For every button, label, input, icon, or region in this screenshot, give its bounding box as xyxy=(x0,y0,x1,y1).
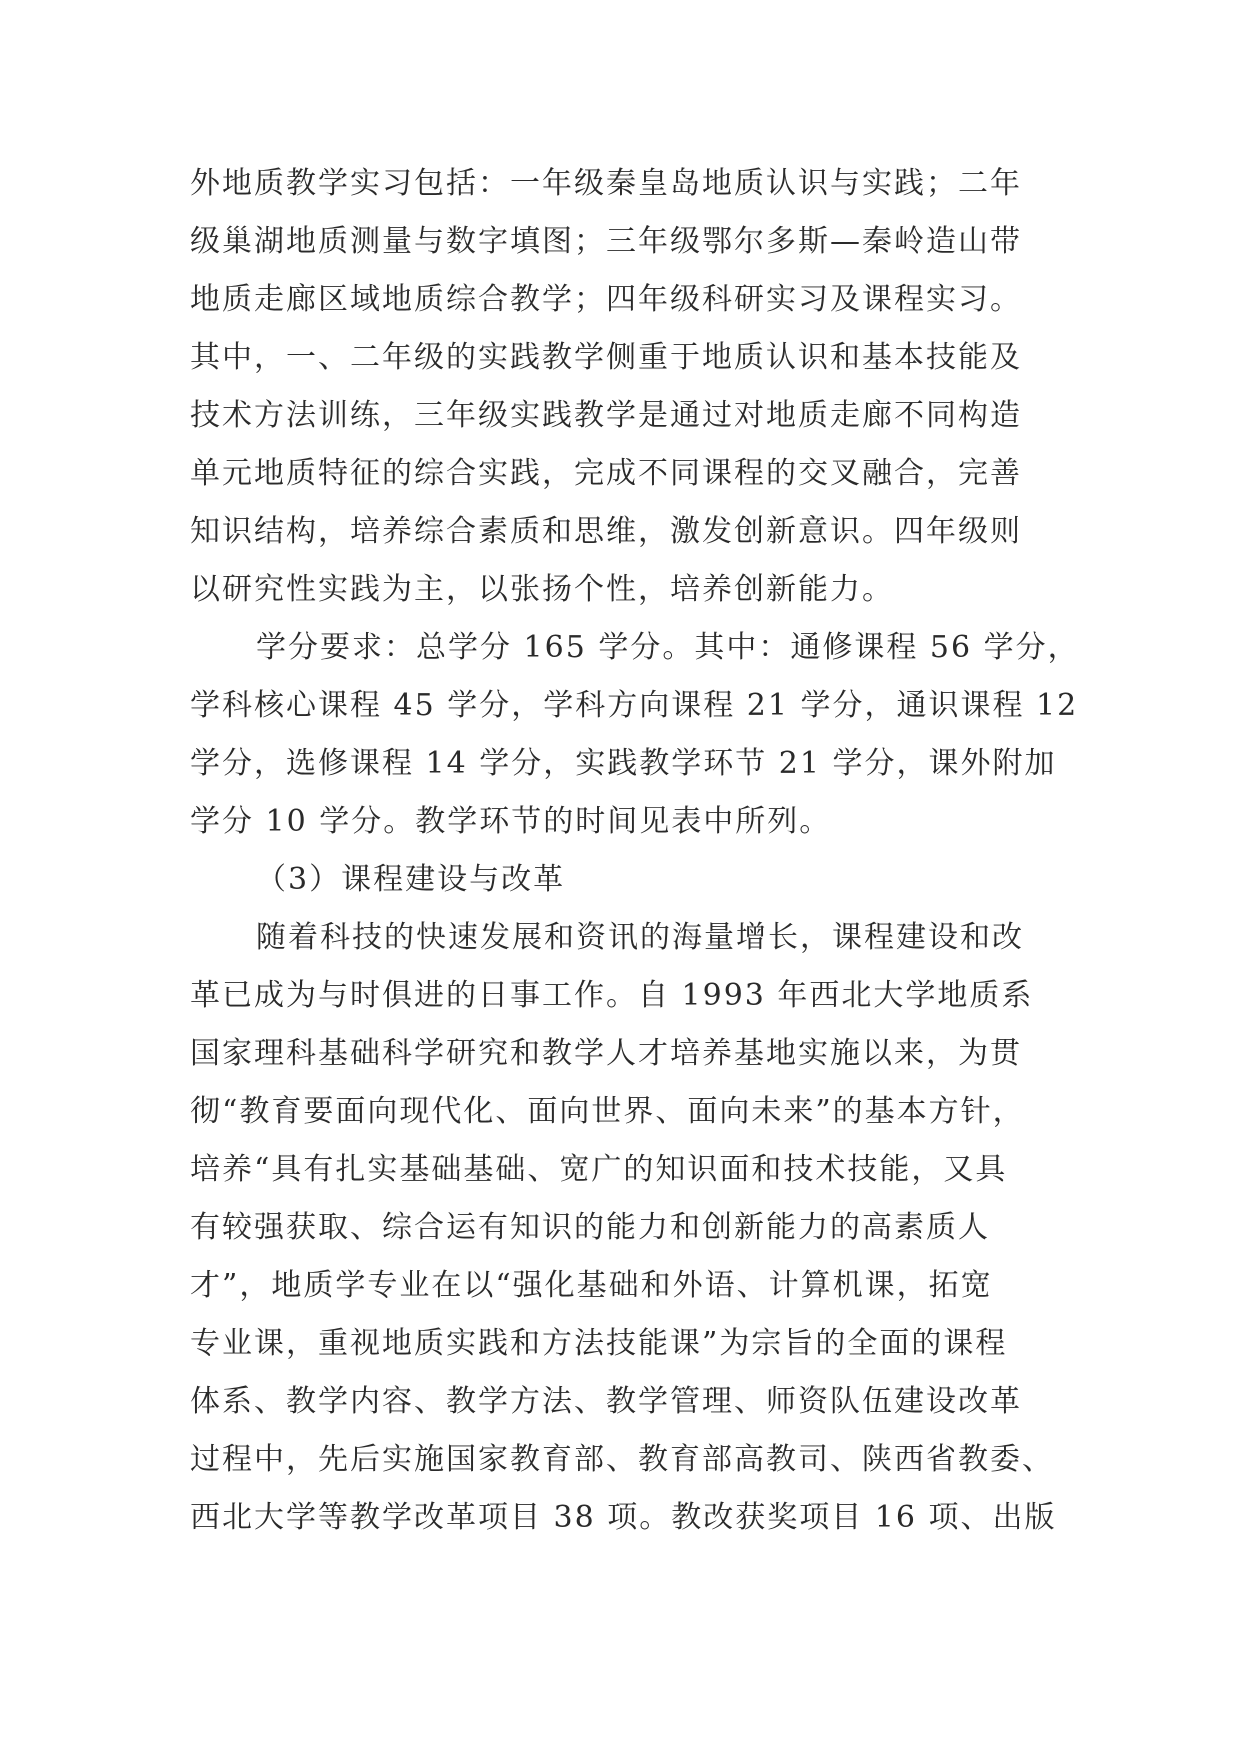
text-line: 有较强获取、综合运有知识的能力和创新能力的高素质人 xyxy=(190,1210,990,1245)
text-line: 知识结构，培养综合素质和思维，激发创新意识。四年级则 xyxy=(190,514,1022,549)
text-line: 外地质教学实习包括：一年级秦皇岛地质认识与实践；二年 xyxy=(190,166,1022,201)
text-line: 过程中，先后实施国家教育部、教育部高教司、陕西省教委、 xyxy=(190,1442,1054,1477)
text-line: 学科核心课程 45 学分，学科方向课程 21 学分，通识课程 12 xyxy=(190,688,1079,723)
text-line: 级巢湖地质测量与数字填图；三年级鄂尔多斯—秦岭造山带 xyxy=(190,224,1022,259)
text-line: 才”，地质学专业在以“强化基础和外语、计算机课，拓宽 xyxy=(190,1268,993,1303)
text-line: 革已成为与时俱进的日事工作。自 1993 年西北大学地质系 xyxy=(190,978,1034,1013)
text-line: 随着科技的快速发展和资讯的海量增长，课程建设和改 xyxy=(256,920,1024,955)
section-heading: （3）课程建设与改革 xyxy=(256,862,566,897)
text-line: 培养“具有扎实基础基础、宽广的知识面和技术技能，又具 xyxy=(190,1152,1008,1187)
text-line: 体系、教学内容、教学方法、教学管理、师资队伍建设改革 xyxy=(190,1384,1022,1419)
text-line: 专业课，重视地质实践和方法技能课”为宗旨的全面的课程 xyxy=(190,1326,1008,1361)
text-line: 其中，一、二年级的实践教学侧重于地质认识和基本技能及 xyxy=(190,340,1022,375)
text-line: 学分 10 学分。教学环节的时间见表中所列。 xyxy=(190,804,832,839)
text-line: 地质走廊区域地质综合教学；四年级科研实习及课程实习。 xyxy=(190,282,1022,317)
text-line: 单元地质特征的综合实践，完成不同课程的交叉融合，完善 xyxy=(190,456,1022,491)
body-text xyxy=(190,155,1080,1547)
text-line: 以研究性实践为主，以张扬个性，培养创新能力。 xyxy=(190,572,894,607)
text-line: 彻“教育要面向现代化、面向世界、面向未来”的基本方针， xyxy=(190,1094,1025,1129)
text-line: 技术方法训练，三年级实践教学是通过对地质走廊不同构造 xyxy=(190,398,1022,433)
text-line: 国家理科基础科学研究和教学人才培养基地实施以来，为贯 xyxy=(190,1036,1022,1071)
text-line: 西北大学等教学改革项目 38 项。教改获奖项目 16 项、出版 xyxy=(190,1500,1057,1535)
text-line: 学分，选修课程 14 学分，实践教学环节 21 学分，课外附加 xyxy=(190,746,1057,781)
text-line: 学分要求：总学分 165 学分。其中：通修课程 56 学分， xyxy=(256,630,1080,665)
